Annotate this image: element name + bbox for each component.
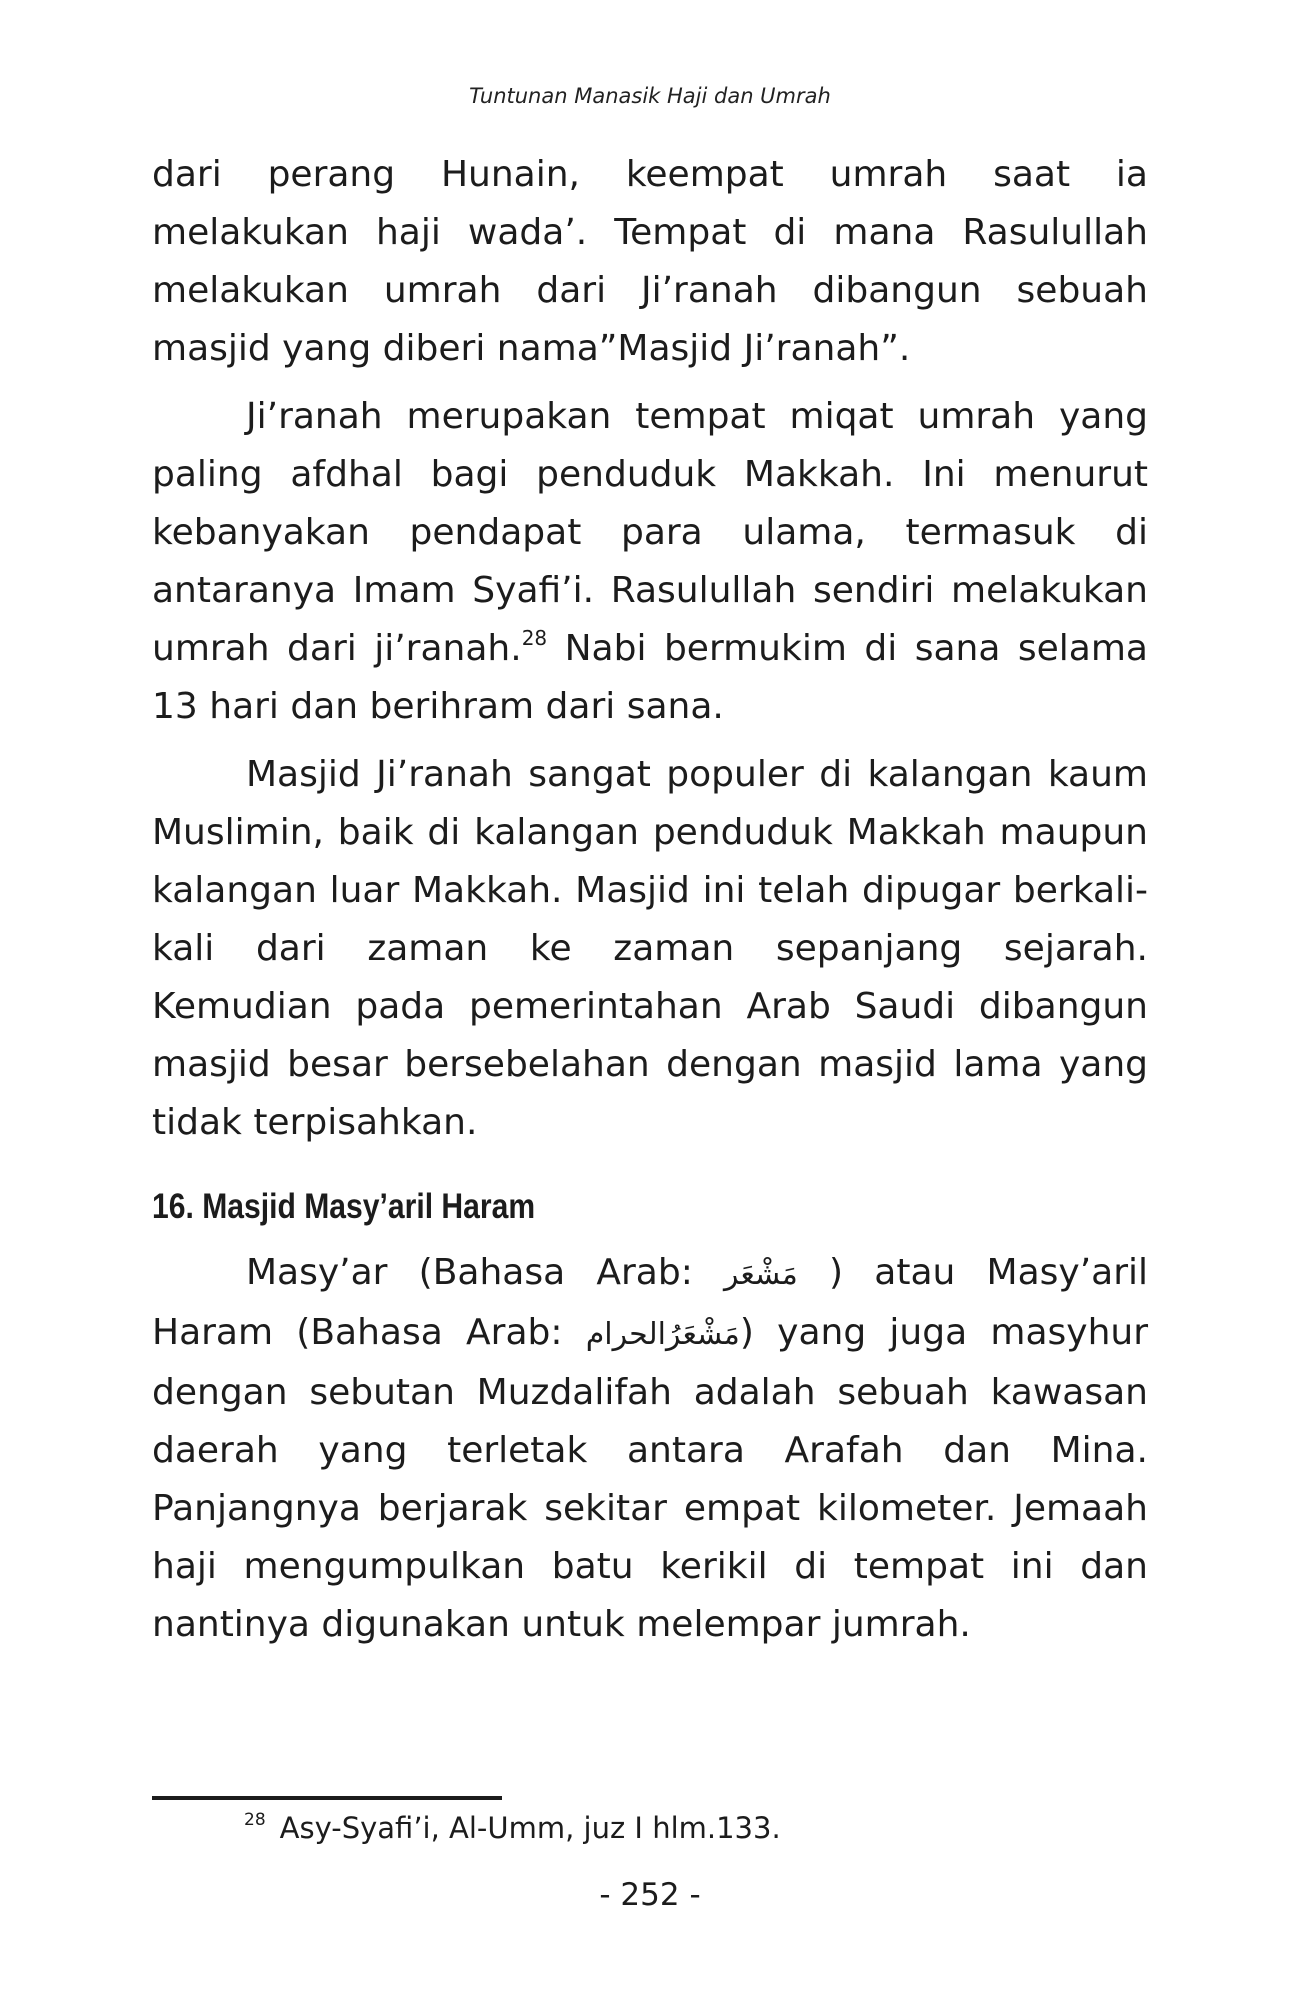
arabic-term-masyar: مَشْعَر bbox=[724, 1257, 798, 1292]
paragraph-3: Masjid Ji’ranah sangat populer di kalangan kaum Muslimin, baik di kalangan penduduk Makkah maupun kalangan luar Makkah. Masjid ini telah dipugar berkali-kali dari zaman ke zaman sepanjang sejarah. Kemudian pada pemerintahan Arab Saudi dibangun masjid besar bersebelahan dengan masjid lama yang tidak terpisahkan. bbox=[152, 754, 1148, 1143]
paragraph-4-text-a: Masy’ar (Bahasa Arab: bbox=[246, 1252, 724, 1293]
section-heading: 16. Masjid Masy’aril Haram bbox=[152, 1187, 536, 1226]
footnote-number: 28 bbox=[244, 1810, 266, 1830]
footnote-reference: 28 bbox=[521, 626, 548, 650]
paragraph-2-text-a: Ji’ranah merupakan tempat miqat umrah yang paling afdhal bagi penduduk Makkah. Ini menurut kebanyakan pendapat para ulama, termasuk di antaranya Imam Syafi’i. Rasulullah sendiri melakukan umrah dari ji’ranah. bbox=[152, 396, 1148, 669]
page-number: - 252 - bbox=[599, 1877, 701, 1913]
paragraph-4-text-c: ) yang juga masyhur dengan sebutan Muzdalifah adalah sebuah kawasan daerah yang terletak antara Arafah dan Mina. Panjangnya berjarak sekitar empat kilometer. Jemaah haji mengumpulkan batu kerikil di tempat ini dan nantinya digunakan untuk melempar jumrah. bbox=[152, 1312, 1149, 1645]
footnote bbox=[244, 1806, 781, 1850]
page-body bbox=[152, 146, 1148, 1654]
footnote-divider bbox=[152, 1796, 502, 1800]
footnote-text: Asy-Syafi’i, Al-Umm, juz I hlm.133. bbox=[279, 1811, 781, 1845]
running-header: Tuntunan Manasik Haji dan Umrah bbox=[469, 84, 831, 108]
paragraph-4-text-b: ) atau Masy’aril Haram (Bahasa Arab: bbox=[152, 1252, 1148, 1353]
arabic-term-masyaril-haram: مَشْعَرُالحرام bbox=[585, 1317, 740, 1352]
paragraph-2-text-b: Nabi bermukim di sana selama 13 hari dan berihram dari sana. bbox=[152, 628, 1148, 727]
paragraph-2 bbox=[152, 388, 1148, 736]
paragraph-4 bbox=[152, 1244, 1148, 1654]
paragraph-1: dari perang Hunain, keempat umrah saat ia melakukan haji wada’. Tempat di mana Rasulullah melakukan umrah dari Ji’ranah dibangun sebuah masjid yang diberi nama”Masjid Ji’ranah”. bbox=[152, 154, 1148, 369]
